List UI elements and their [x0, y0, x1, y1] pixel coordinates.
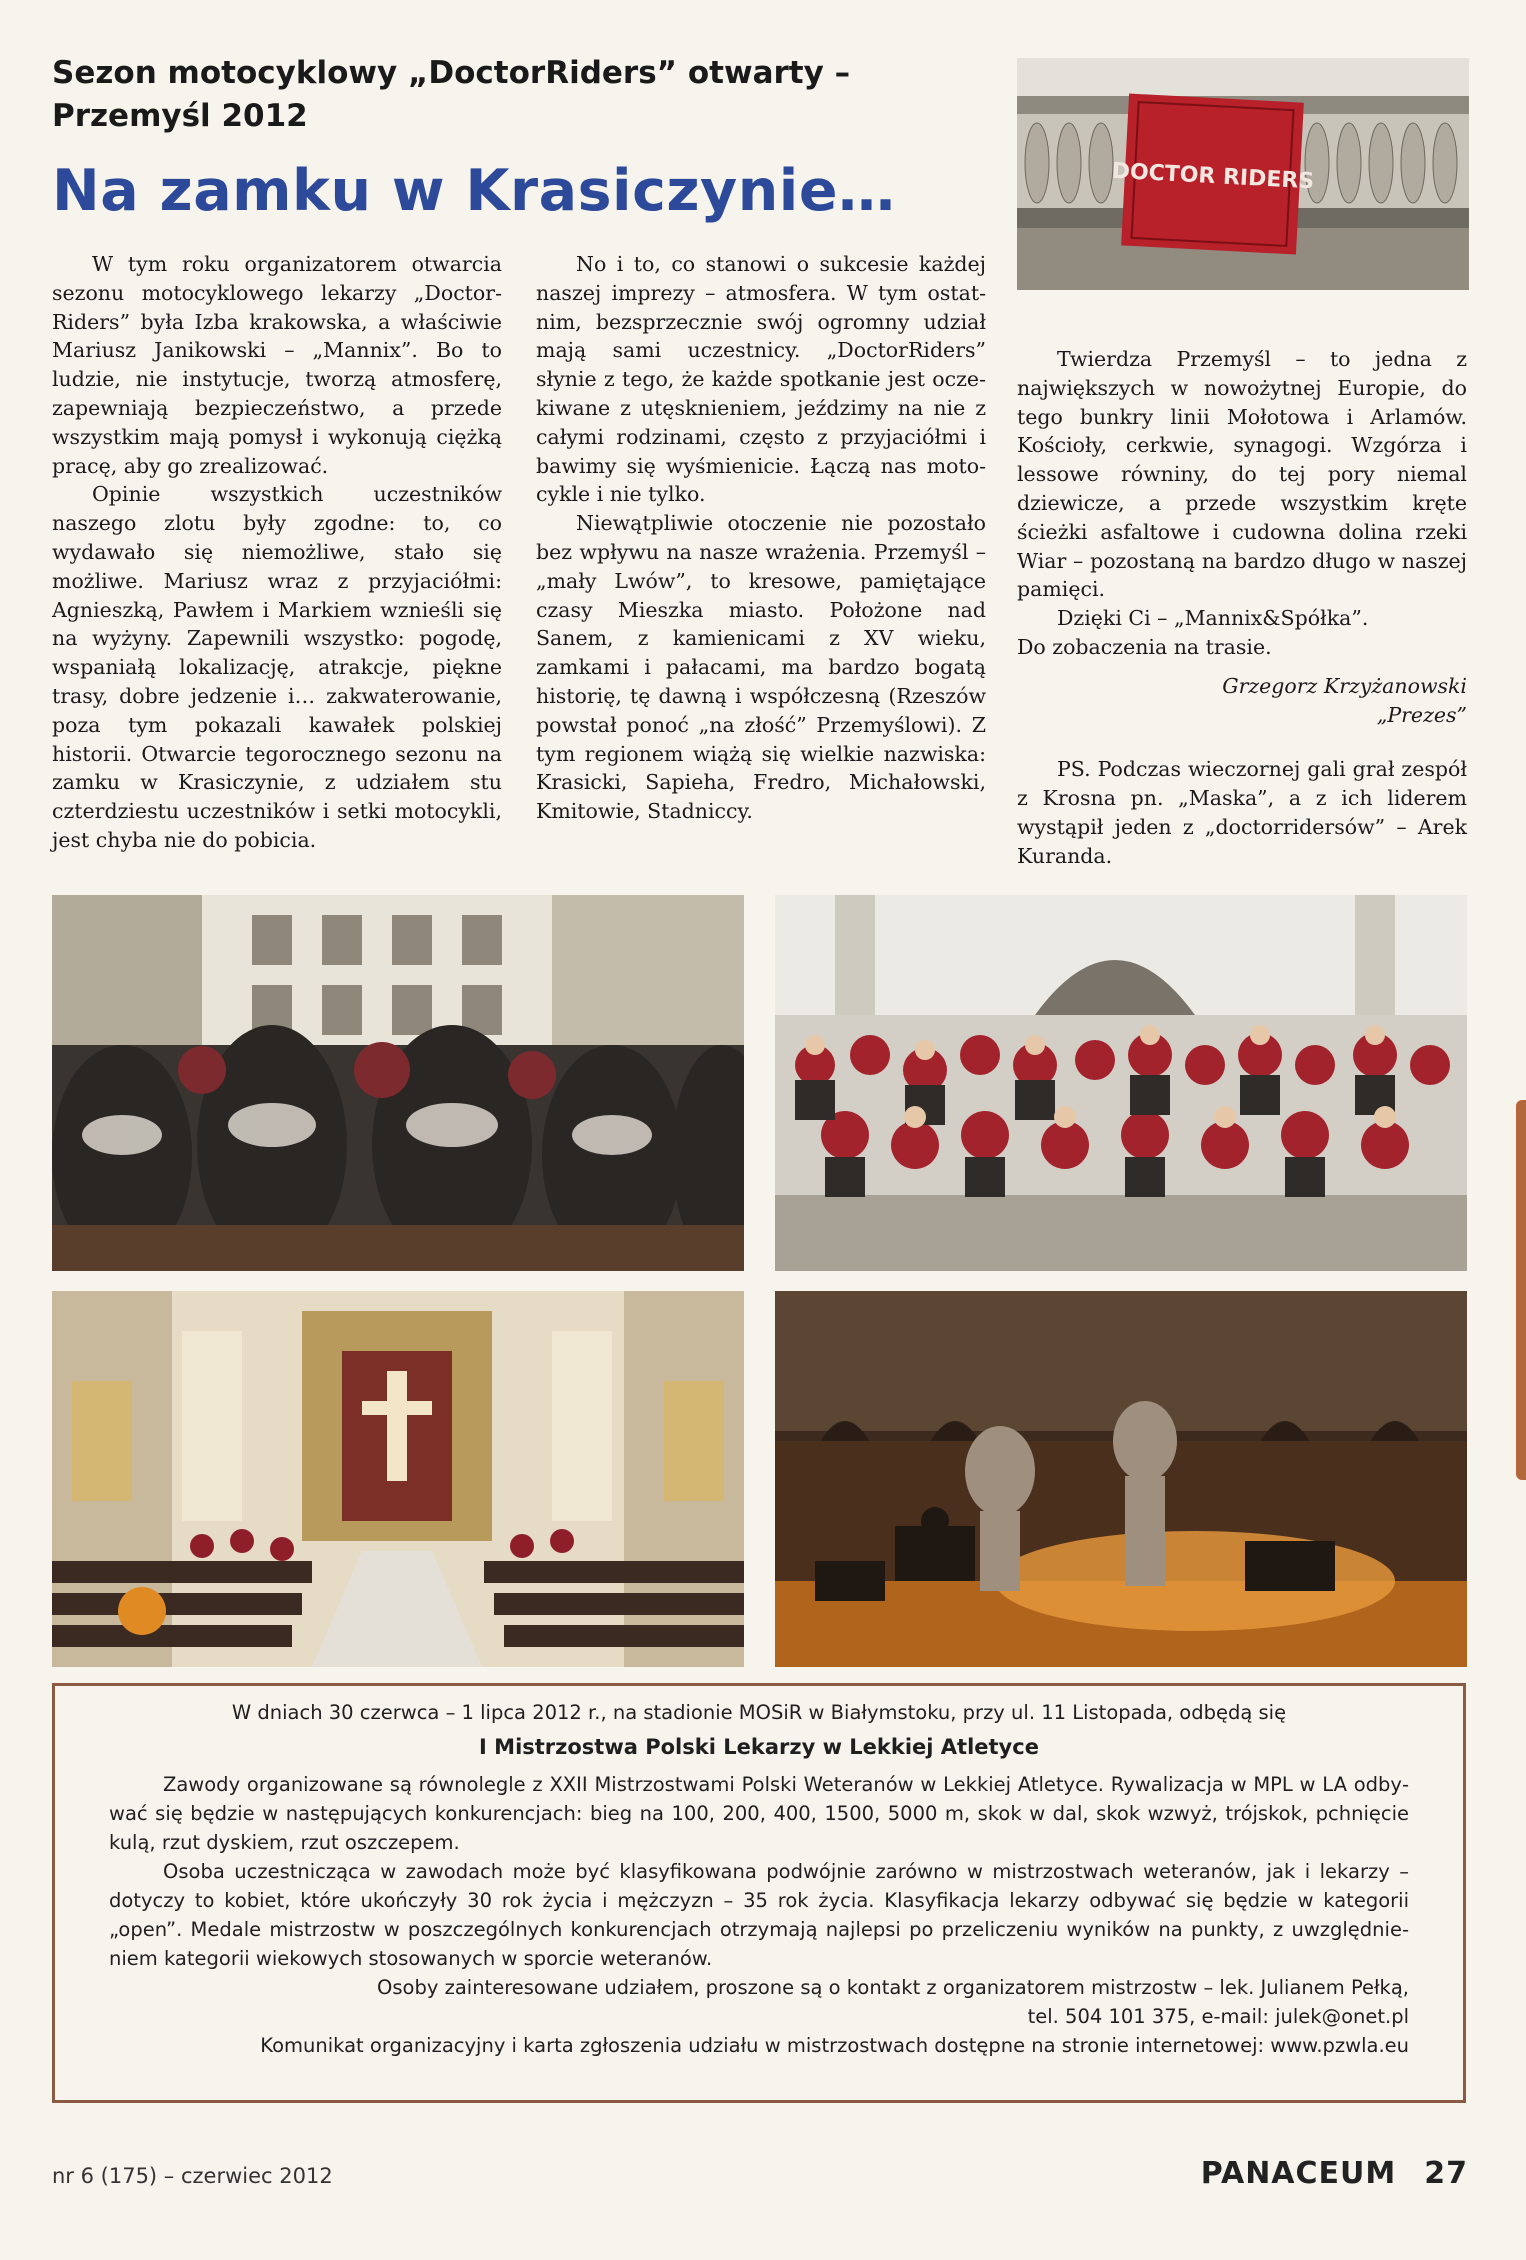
article-column-1: [52, 250, 502, 855]
notice-paragraph-1: Zawody organizowane są równolegle z XXII Mistrzostwami Polski Weteranów w Lekkiej Atletyce. Rywalizacja w MPL w LA odbywać się będzie w następujących konkurencjach: bieg na 100, 200, 400, 1500, 5000 m, skok w dal, skok wzwyż, trójskok, pchnięcie kulą, rzut dyskiem, rzut oszczepem.: [109, 1773, 1409, 1854]
notice-contact-details: tel. 504 101 375, e-mail: julek@onet.pl: [1027, 2005, 1409, 2028]
issue-info: nr 6 (175) – czerwiec 2012: [52, 2164, 333, 2188]
notice-intro: W dniach 30 czerwca – 1 lipca 2012 r., na stadionie MOSiR w Białymstoku, przy ul. 11 Listopada, odbędą się: [231, 1701, 1287, 1724]
article-kicker: Sezon motocyklowy „DoctorRiders” otwarty – Przemyśl 2012: [52, 55, 851, 134]
article-headline: Na zamku w Krasiczynie…: [52, 158, 896, 224]
notice-paragraph-2: Osoba uczestnicząca w zawodach może być klasyfikowana podwójnie zarówno w mistrzostwach weteranów, jak i lekarzy – dotyczy to kobiet, które ukończyły 30 rok życia i mężczyzn – 35 rok życia. Klasyfikacja lekarzy odbywać się będzie w kategorii „open”. Medale mistrzostw w poszczególnych konkurencjach otrzymają najlepsi po przeliczeniu wyników na punkty, z uwzględnieniem kategorii wiekowych stosowanych w sporcie weteranów.: [109, 1860, 1409, 1970]
notice-website: Komunikat organizacyjny i karta zgłoszenia udziału w mistrzostwach dostępne na stronie internetowej: www.pzwla.eu: [260, 2034, 1409, 2057]
magazine-name: PANACEUM: [1200, 2156, 1397, 2191]
paragraph: No i to, co stanowi o sukcesie każdej naszej imprezy – atmosfera. W tym ostatnim, bezsprzecznie swój ogromny udział mają sami uczestnicy. „DoctorRiders” słynie z tego, że każde spotkanie jest oczekiwane z utęsknieniem, jeździmy na nie z całymi rodzinami, często z przyjaciółmi i bawimy się wyśmienicie. Łączą nas motocykle i nie tylko.: [536, 252, 986, 507]
author-nickname: „Prezes”: [1376, 702, 1467, 727]
photo-riders-jackets: [52, 895, 744, 1271]
magazine-footer: [1201, 2156, 1468, 2191]
paragraph: W tym roku organizatorem otwarcia sezonu motocyklowego lekarzy „DoctorRiders” była Izba krakowska, a właściwie Mariusz Janikowski – „Mannix”. Bo to ludzie, nie instytucje, tworzą atmosferę, zapewniają bezpieczeństwo, a przede wszystkim mają pomysł i wykonują ciężką pracę, aby go zrealizować.: [52, 252, 502, 478]
photo-concert-stage: [775, 1291, 1467, 1667]
photo-church-interior: [52, 1291, 744, 1667]
paragraph: Do zobaczenia na trasie.: [1017, 634, 1272, 659]
banner-text: DOCTOR RIDERS: [1111, 158, 1315, 195]
article-column-2: [536, 250, 986, 826]
photo-group-steps: [775, 895, 1467, 1271]
author-name: Grzegorz Krzyżanowski: [1222, 673, 1467, 698]
page-number: 27: [1424, 2156, 1468, 2191]
photo-castle-banner: [1017, 58, 1469, 290]
page-edge-tab: [1516, 1100, 1526, 1480]
paragraph: Opinie wszystkich uczestników naszego zlotu były zgodne: to, co wydawało się niemożliwe, stało się możliwe. Mariusz wraz z przyjaciółmi: Agnieszką, Pawłem i Markiem wznieśli się na wyżyny. Zapewnili wszystko: pogodę, wspaniałą lokalizację, atrakcje, piękne trasy, dobre jedzenie i… zakwaterowanie, poza tym pokazali kawałek polskiej historii. Otwarcie tegorocznego sezonu na zamku w Krasiczynie, z udziałem stu czterdziestu uczestników i setki motocykli, jest chyba nie do pobicia.: [52, 482, 502, 852]
paragraph: Niewątpliwie otoczenie nie pozostało bez wpływu na nasze wrażenia. Przemyśl – „mały Lwów”, to kresowe, pamiętające czasy Mieszka miasto. Położone nad Sanem, z kamienicami z XV wieku, zamkami i pałacami, ma bardzo bogatą historię, tę dawną i współczesną (Rzeszów powstał ponoć „na złość” Przemyślowi). Z tym regionem wiążą się wielkie nazwiska: Krasicki, Sapieha, Fredro, Michałowski, Kmitowie, Stadniccy.: [536, 511, 986, 824]
notice-contact-person: Osoby zainteresowane udziałem, proszone są o kontakt z organizatorem mistrzostw – lek. Julianem Pełką,: [377, 1976, 1409, 1999]
postscript: PS. Podczas wieczornej gali grał zespół z Krosna pn. „Maska”, a z ich liderem wystąpił jeden z „doctorridersów” – Arek Kuranda.: [1017, 757, 1467, 868]
paragraph: Dzięki Ci – „Mannix&Spółka”.: [1057, 606, 1369, 631]
article-column-3: [1017, 345, 1467, 871]
notice-title: I Mistrzostwa Polski Lekarzy w Lekkiej Atletyce: [479, 1735, 1039, 1759]
championship-notice: [52, 1683, 1466, 2103]
paragraph: Twierdza Przemyśl – to jedna z największych w nowożytnej Europie, do tego bunkry linii Mołotowa i Arlamów. Kościoły, cerkwie, synagogi. Wzgórza i lessowe równiny, do tej pory niemal dziewicze, a przede wszystkim kręte ścieżki asfaltowe i cudowna dolina rzeki Wiar – pozostaną na bardzo długo w naszej pamięci.: [1017, 347, 1467, 602]
